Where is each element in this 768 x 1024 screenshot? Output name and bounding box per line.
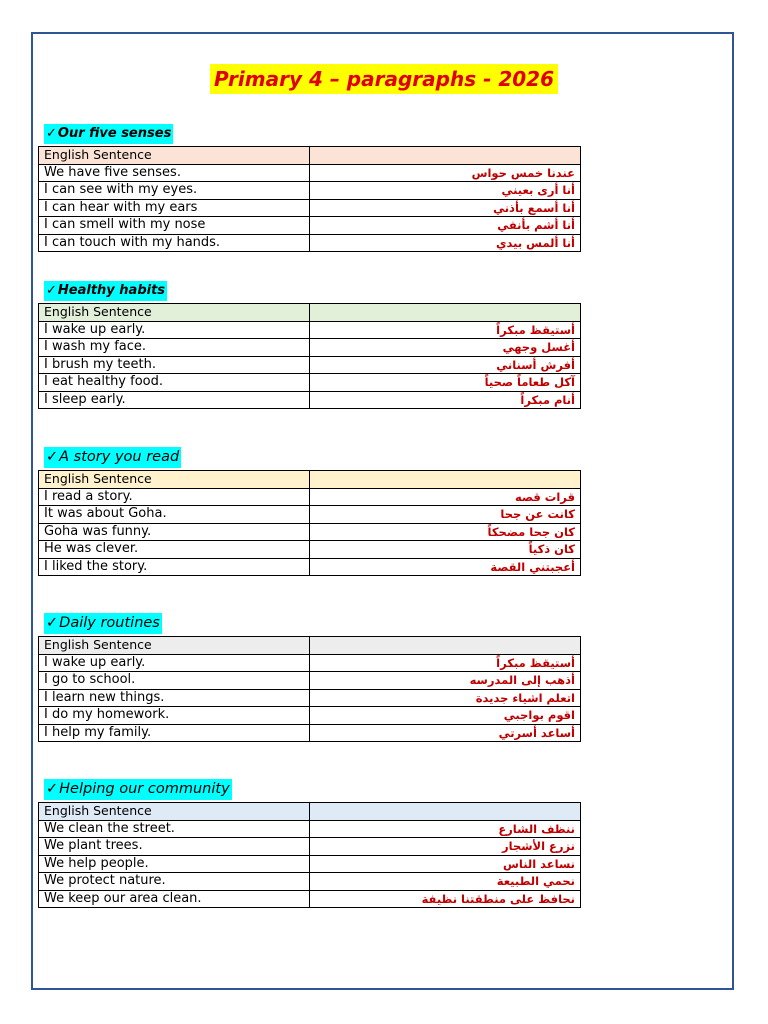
section-community — [38, 779, 581, 908]
table-row — [39, 654, 581, 672]
english-sentence: I do my homework. — [39, 707, 310, 725]
column-header-english: English Sentence — [39, 147, 310, 165]
english-sentence: We clean the street. — [39, 820, 310, 838]
arabic-translation: أذهب إلى المدرسه — [310, 672, 581, 690]
english-sentence: I sleep early. — [39, 391, 310, 409]
section-heading-text: A story you read — [59, 449, 180, 465]
section-heading — [44, 779, 232, 800]
arabic-translation: أنام مبكراً — [310, 391, 581, 409]
section-heading — [44, 447, 181, 468]
table-row — [39, 199, 581, 217]
section-five-senses — [38, 124, 581, 252]
sentence-table — [38, 146, 581, 252]
table-row — [39, 672, 581, 690]
english-sentence: I wash my face. — [39, 339, 310, 357]
english-sentence: I brush my teeth. — [39, 356, 310, 374]
arabic-translation: أنا أرى بعيني — [310, 182, 581, 200]
english-sentence: It was about Goha. — [39, 506, 310, 524]
table-row — [39, 506, 581, 524]
english-sentence: We protect nature. — [39, 873, 310, 891]
arabic-translation: أنا ألمس بيدي — [310, 234, 581, 252]
table-row — [39, 374, 581, 392]
table-row — [39, 217, 581, 235]
title-wrap — [0, 64, 768, 94]
english-sentence: I help my family. — [39, 724, 310, 742]
table-header-row — [39, 471, 581, 489]
sentence-table — [38, 636, 581, 742]
arabic-translation: اقوم بواجبي — [310, 707, 581, 725]
column-header-blank — [310, 471, 581, 489]
english-sentence: He was clever. — [39, 541, 310, 559]
section-heading-text: Helping our community — [59, 781, 230, 797]
arabic-translation: اتعلم اشياء جديدة — [310, 689, 581, 707]
english-sentence: Goha was funny. — [39, 523, 310, 541]
table-row — [39, 488, 581, 506]
column-header-blank — [310, 803, 581, 821]
arabic-translation: أساعد أسرتي — [310, 724, 581, 742]
arabic-translation: ننظف الشارع — [310, 820, 581, 838]
column-header-english: English Sentence — [39, 304, 310, 322]
table-header-row — [39, 803, 581, 821]
arabic-translation: أستيقظ مبكراً — [310, 654, 581, 672]
english-sentence: We have five senses. — [39, 164, 310, 182]
table-header-row — [39, 637, 581, 655]
arabic-translation: آكل طعاماً صحياً — [310, 374, 581, 392]
arabic-translation: نحافظ على منطقتنا نظيفة — [310, 890, 581, 908]
section-heading-text: Healthy habits — [57, 283, 166, 298]
check-icon: ✓ — [46, 781, 59, 797]
column-header-english: English Sentence — [39, 471, 310, 489]
column-header-blank — [310, 147, 581, 165]
english-sentence: I wake up early. — [39, 654, 310, 672]
table-row — [39, 855, 581, 873]
arabic-translation: كانت عن جحا — [310, 506, 581, 524]
section-healthy-habits — [38, 281, 581, 409]
table-row — [39, 689, 581, 707]
table-row — [39, 523, 581, 541]
section-heading-text: Our five senses — [57, 126, 172, 141]
table-row — [39, 164, 581, 182]
table-row — [39, 873, 581, 891]
arabic-translation: نساعد الناس — [310, 855, 581, 873]
table-row — [39, 356, 581, 374]
check-icon: ✓ — [46, 283, 57, 298]
column-header-blank — [310, 637, 581, 655]
english-sentence: We keep our area clean. — [39, 890, 310, 908]
english-sentence: I can touch with my hands. — [39, 234, 310, 252]
table-row — [39, 838, 581, 856]
english-sentence: I go to school. — [39, 672, 310, 690]
table-row — [39, 391, 581, 409]
sentence-table — [38, 470, 581, 576]
check-icon: ✓ — [46, 449, 59, 465]
english-sentence: I learn new things. — [39, 689, 310, 707]
section-heading — [44, 613, 162, 634]
sentence-table — [38, 303, 581, 409]
arabic-translation: كان ذكياً — [310, 541, 581, 559]
arabic-translation: عندنا خمس حواس — [310, 164, 581, 182]
check-icon: ✓ — [46, 126, 57, 141]
column-header-english: English Sentence — [39, 803, 310, 821]
section-heading-text: Daily routines — [59, 615, 160, 631]
column-header-blank — [310, 304, 581, 322]
column-header-english: English Sentence — [39, 637, 310, 655]
sentence-table — [38, 802, 581, 908]
arabic-translation: أنا أشم بأنفي — [310, 217, 581, 235]
arabic-translation: أفرش أسناني — [310, 356, 581, 374]
arabic-translation: أغسل وجهي — [310, 339, 581, 357]
table-row — [39, 724, 581, 742]
table-header-row — [39, 304, 581, 322]
english-sentence: I read a story. — [39, 488, 310, 506]
table-row — [39, 707, 581, 725]
table-row — [39, 820, 581, 838]
check-icon: ✓ — [46, 615, 59, 631]
section-story — [38, 447, 581, 576]
english-sentence: I can see with my eyes. — [39, 182, 310, 200]
english-sentence: I eat healthy food. — [39, 374, 310, 392]
section-daily-routines — [38, 613, 581, 742]
section-heading — [44, 124, 173, 144]
english-sentence: We plant trees. — [39, 838, 310, 856]
table-row — [39, 890, 581, 908]
section-heading — [44, 281, 167, 301]
arabic-translation: أعجبتني القصة — [310, 558, 581, 576]
arabic-translation: أستيقظ مبكراً — [310, 321, 581, 339]
english-sentence: We help people. — [39, 855, 310, 873]
table-row — [39, 541, 581, 559]
arabic-translation: قرات قصه — [310, 488, 581, 506]
arabic-translation: أنا أسمع بأذني — [310, 199, 581, 217]
table-row — [39, 339, 581, 357]
table-row — [39, 234, 581, 252]
page-title: Primary 4 – paragraphs - 2026 — [210, 64, 558, 94]
arabic-translation: نزرع الأشجار — [310, 838, 581, 856]
arabic-translation: نحمي الطبيعة — [310, 873, 581, 891]
english-sentence: I liked the story. — [39, 558, 310, 576]
table-header-row — [39, 147, 581, 165]
arabic-translation: كان جحا مضحكاً — [310, 523, 581, 541]
english-sentence: I wake up early. — [39, 321, 310, 339]
table-row — [39, 182, 581, 200]
english-sentence: I can smell with my nose — [39, 217, 310, 235]
table-row — [39, 558, 581, 576]
english-sentence: I can hear with my ears — [39, 199, 310, 217]
table-row — [39, 321, 581, 339]
